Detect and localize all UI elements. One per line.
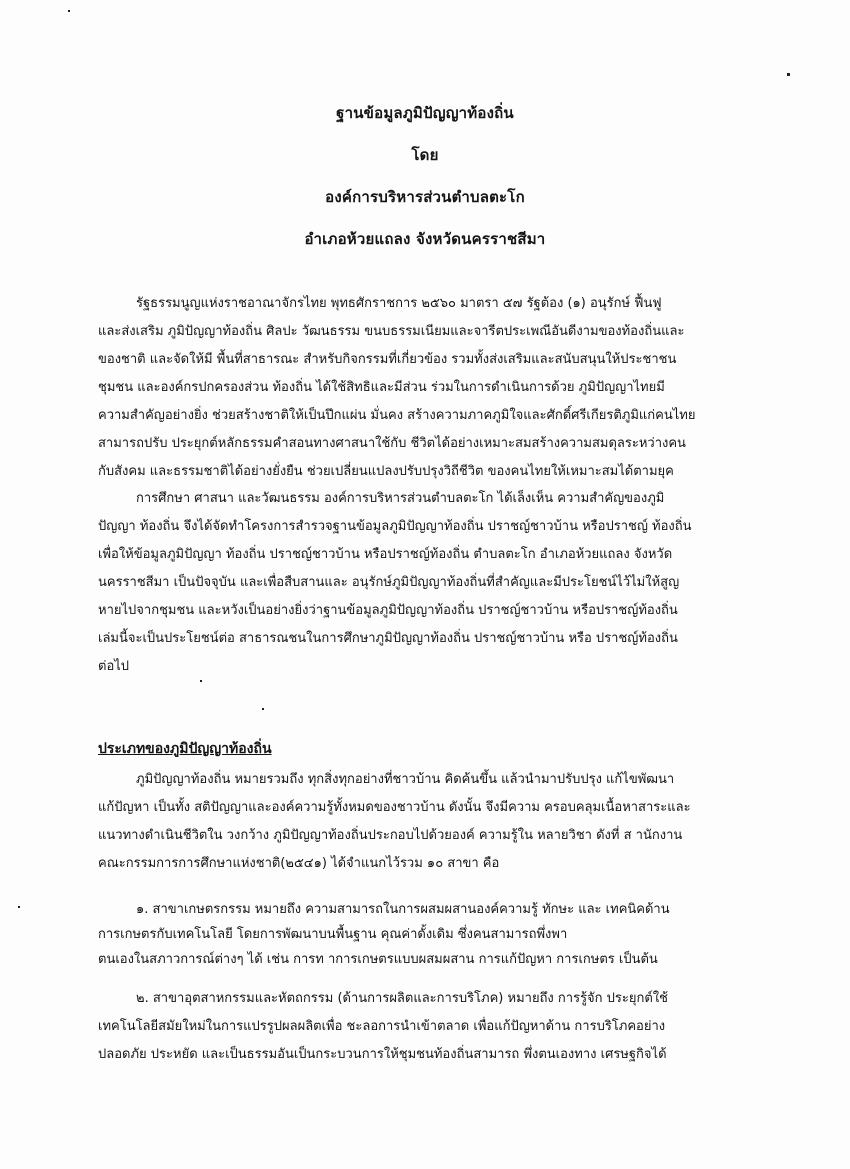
list-item-agriculture [98,897,723,972]
paragraph-constitution [98,290,723,486]
scan-speck [18,906,20,908]
paragraph-project [98,485,723,681]
text-line: การศึกษา ศาสนา และวัฒนธรรม องค์การบริหารส่วนตำบลตะโก ได้เล็งเห็น ความสำคัญของภูมิ [136,491,665,506]
text-line: การเกษตรกับเทคโนโลยี โดยการพัฒนาบนพื้นฐาน คุณค่าดั้งเดิม ซึ่งคนสามารถพึ่งพา [98,927,568,942]
text-line: แนวทางดำเนินชีวิตใน วงกว้าง ภูมิปัญญาท้องถิ่นประกอบไปด้วยองค์ ความรู้ใน หลายวิชา ดังที่ ส านักงาน [98,828,683,843]
text-line: แก้ปัญหา เป็นทั้ง สติปัญญาและองค์ความรู้ทั้งหมดของชาวบ้าน ดังนั้น จึงมีความ ครอบคลุมเนื้อหาสาระและ [98,800,691,815]
text-line: เล่มนี้จะเป็นประโยชน์ต่อ สาธารณชนในการศึกษาภูมิปัญญาท้องถิ่น ปราชญ์ชาวบ้าน หรือ ปราชญ์ท้องถิ่น [98,631,678,646]
scan-speck [68,10,70,12]
title-line: อำเภอห้วยแถลง จังหวัดนครราชสีมา [304,230,546,248]
text-line: รัฐธรรมนูญแห่งราชอาณาจักรไทย พุทธศักราชการ ๒๕๖๐ มาตรา ๕๗ รัฐต้อง (๑) อนุรักษ์ ฟื้นฟู [136,296,662,311]
list-item-industry [98,985,723,1069]
title-line: องค์การบริหารส่วนตำบลตะโก [325,188,525,206]
text-line: หายไปจากชุมชน และหวังเป็นอย่างยิ่งว่าฐานข้อมูลภูมิปัญญาท้องถิ่น ปราชญ์ชาวบ้าน หรือปราชญ์ท้องถิ่น [98,603,678,618]
text-line: ๑. สาขาเกษตรกรรม หมายถึง ความสามารถในการผสมผสานองค์ความรู้ ทักษะ และ เทคนิคด้าน [136,902,670,917]
text-line: ต่อไป [98,659,130,674]
text-line: ๒. สาขาอุตสาหกรรมและหัตถกรรม (ด้านการผลิตและการบริโภค) หมายถึง การรู้จัก ประยุกต์ใช้ [136,991,668,1006]
title-line: โดย [411,146,439,164]
scan-speck [262,708,264,710]
text-line: คณะกรรมการการศึกษาแห่งชาติ(๒๕๔๑) ได้จำแนกไว้รวม ๑๐ สาขา คือ [98,856,500,871]
text-line: ปลอดภัย ประหยัด และเป็นธรรมอันเป็นกระบวนการให้ชุมชนท้องถิ่นสามารถ พึ่งตนเองทาง เศรษฐกิจได้ [98,1047,667,1062]
title-line: ฐานข้อมูลภูมิปัญญาท้องถิ่น [336,104,514,122]
text-line: ปัญญา ท้องถิ่น จึงได้จัดทำโครงการสำรวจฐานข้อมูลภูมิปัญญาท้องถิ่น ปราชญ์ชาวบ้าน หรือปราชญ์ ท้องถิ่น [98,519,692,534]
scan-speck [200,680,202,682]
text-line: กับสังคม และธรรมชาติได้อย่างยั่งยืน ช่วยเปลี่ยนแปลงปรับปรุงวิถีชีวิต ของคนไทยให้เหมาะสมได้ตามยุค [98,464,674,479]
text-line: และส่งเสริม ภูมิปัญญาท้องถิ่น ศิลปะ วัฒนธรรม ขนบธรรมเนียมและจารีตประเพณีอันดีงามของท้องถิ่นและ [98,324,685,339]
document-title-block [0,100,850,268]
text-line: สามารถปรับ ประยุกต์หลักธรรมคำสอนทางศาสนาใช้กับ ชีวิตได้อย่างเหมาะสมสร้างความสมดุลระหว่างคน [98,436,686,451]
text-line: ของชาติ และจัดให้มี พื้นที่สาธารณะ สำหรับกิจกรรมที่เกี่ยวข้อง รวมทั้งส่งเสริมและสนับสนุนให้ประชาชน [98,352,677,367]
text-line: เทคโนโลยีสมัยใหม่ในการแปรรูปผลผลิตเพื่อ ชะลอการนำเข้าตลาด เพื่อแก้ปัญหาด้าน การบริโภคอย่าง [98,1019,666,1034]
text-line: ความสำคัญอย่างยิ่ง ช่วยสร้างชาติให้เป็นปึกแผ่น มั่นคง สร้างความภาคภูมิใจและศักดิ์ศรีเกียรติภูมิแก่คนไทย [98,408,696,423]
section-heading: ประเภทของภูมิปัญญาท้องถิ่น [98,741,272,757]
paragraph-definition [98,766,723,878]
text-line: นครราชสีมา เป็นปัจจุบัน และเพื่อสืบสานและ อนุรักษ์ภูมิปัญญาท้องถิ่นที่สำคัญและมีประโยชน์ไว้ไม่ให้สูญ [98,575,680,590]
text-line: ตนเองในสภาวการณ์ต่างๆ ได้ เช่น การท าการเกษตรแบบผสมผสาน การแก้ปัญหา การเกษตร เป็นต้น [98,952,658,967]
text-line: ชุมชน และองค์กรปกครองส่วน ท้องถิ่น ได้ใช้สิทธิและมีส่วน ร่วมในการดำเนินการด้วย ภูมิปัญญาไทยมี [98,380,665,395]
scan-speck [787,73,790,76]
text-line: เพื่อให้ข้อมูลภูมิปัญญา ท้องถิ่น ปราชญ์ชาวบ้าน หรือปราชญ์ท้องถิ่น ตำบลตะโก อำเภอห้วยแถลง จังหวัด [98,547,673,562]
text-line: ภูมิปัญญาท้องถิ่น หมายรวมถึง ทุกสิ่งทุกอย่างที่ชาวบ้าน คิดค้นขึ้น แล้วนำมาปรับปรุง แก้ไขพัฒนา [136,772,675,787]
